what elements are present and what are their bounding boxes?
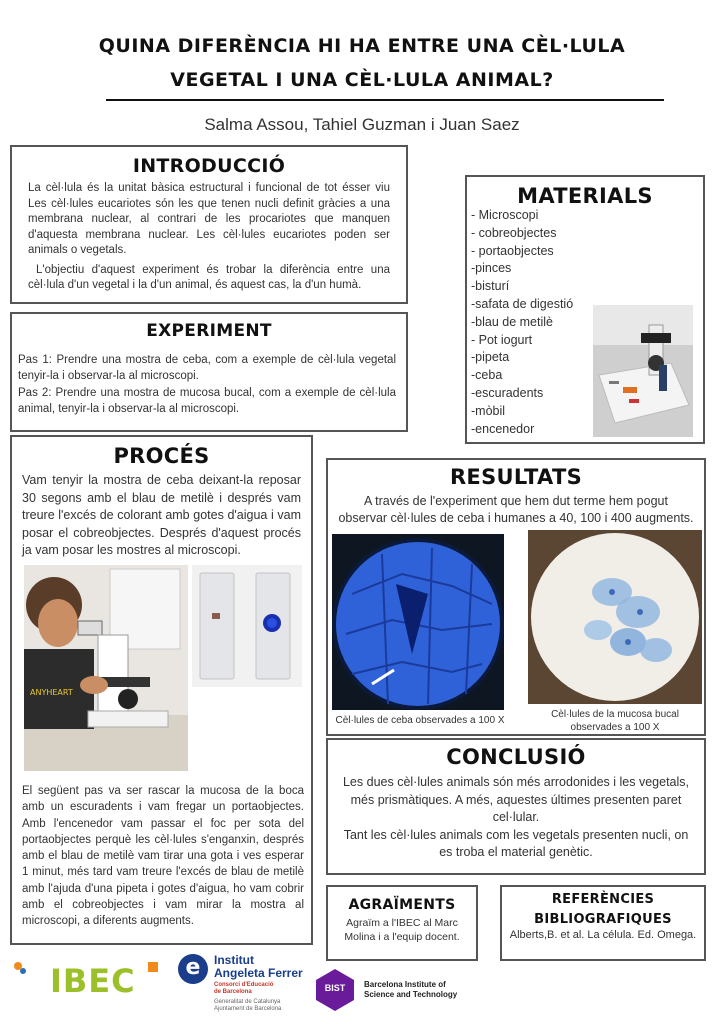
experiment-section bbox=[10, 312, 408, 432]
introduccio-heading: INTRODUCCIÓ bbox=[132, 155, 286, 177]
mucosa-caption-line-2: observades a 100 X bbox=[570, 722, 660, 733]
experiment-pas-1: Pas 1: Prendre una mostra de ceba, com a exemple de cèl·lula vegetal tenyir-la i observar-la al microscopi. bbox=[18, 354, 396, 382]
material-item: -safata de digestió bbox=[471, 296, 574, 311]
title-line-1: QUINA DIFERÈNCIA HI HA ENTRE UNA CÈL·LULA bbox=[98, 35, 626, 57]
material-item: -bisturí bbox=[471, 279, 510, 294]
title-line-2: VEGETAL I UNA CÈL·LULA ANIMAL? bbox=[170, 69, 554, 91]
bist-line-2: Science and Technology bbox=[364, 990, 458, 999]
referencies-heading-1: REFERÈNCIES bbox=[551, 892, 655, 907]
microscope-tray-illustration bbox=[593, 305, 693, 437]
resultats-heading: RESULTATS bbox=[449, 465, 583, 489]
onion-cells-image bbox=[332, 534, 504, 710]
proces-heading: PROCÉS bbox=[113, 444, 210, 468]
material-item: - Microscopi bbox=[471, 208, 539, 222]
agraiments-heading: AGRAÏMENTS bbox=[348, 897, 456, 913]
ibec-logo-text: IBEC bbox=[50, 962, 136, 1000]
agraiments-line-2: Molina i a l'equip docent. bbox=[344, 931, 460, 943]
ibec-logo bbox=[12, 956, 162, 1006]
introduccio-para-1: La cèl·lula és la unitat bàsica estructural i funcional de tot ésser viu Les cèl·lules eucariotes són les que tenen nucli definit gràcies a una membrana nuclear, al contrari de les procariotes que manquen d'aquesta membrana nuclear. Les cèl·lules eucariotes poden ser animals o vegetals. bbox=[28, 182, 390, 256]
institut-angeleta-ferrer-logo bbox=[178, 954, 308, 1018]
introduccio-para-2: L'objectiu d'aquest experiment és trobar la diferència entre una cèl·lula d'un vegetal i la d'un animal, és aquest cas, la d'un humà. bbox=[28, 263, 390, 291]
mucosa-cells-image bbox=[528, 530, 702, 704]
material-item: -escuradents bbox=[471, 385, 544, 400]
material-item: -ceba bbox=[471, 368, 503, 383]
material-item: - cobreobjectes bbox=[471, 225, 557, 240]
iaf-sub-1: Consorci d'Educació bbox=[214, 982, 274, 988]
iaf-line-1: Institut bbox=[214, 953, 254, 967]
material-item: -mòbil bbox=[471, 403, 506, 418]
title-divider bbox=[106, 99, 664, 101]
iaf-line-2: Angeleta Ferrer bbox=[214, 966, 303, 980]
iaf-sub-2: de Barcelona bbox=[214, 989, 252, 995]
student-microscope-photo bbox=[24, 565, 188, 771]
iaf-sub-4: Ajuntament de Barcelona bbox=[214, 1006, 282, 1012]
onion-cells-micrograph bbox=[332, 534, 504, 710]
material-item: - Pot iogurt bbox=[471, 332, 533, 347]
slides-photo bbox=[192, 565, 302, 687]
student-illustration bbox=[24, 565, 188, 771]
bist-logo bbox=[314, 968, 484, 1014]
referencies-heading-2: BIBLIOGRAFIQUES bbox=[534, 912, 672, 927]
conclusio-para-1: Les dues cèl·lules animals són més arrodonides i les vegetals, més prismàtiques. A més, aquestes últimes presenten paret cel·lular. bbox=[342, 775, 689, 824]
mucosa-cells-micrograph bbox=[528, 530, 702, 704]
material-item: -encenedor bbox=[471, 421, 535, 436]
onion-caption: Cèl·lules de ceba observades a 100 X bbox=[335, 715, 505, 726]
svg-text:ANYHEART: ANYHEART bbox=[30, 688, 73, 697]
proces-para-1: Vam tenyir la mostra de ceba deixant-la reposar 30 segons amb el blau de metilè i després vam treure l'excés de colorant amb gotes d'aigua i vam posar el cobreobjectes. Després d'aquest procés ja vam posar les mostres al microscopi. bbox=[22, 473, 301, 557]
agraiments-line-1: Agraïm a l'IBEC al Marc bbox=[346, 917, 458, 929]
material-item: -pinces bbox=[471, 261, 512, 276]
proces-para-2: El següent pas va ser rascar la mucosa de la boca amb un escuradents i vam fregar un portaobjectes. Amb l'encenedor vam passar el foc per sota del portaobjectes perquè les cèl·lules s'enganxin, després amb el blau de metilè vam tirar una gota i ves esperar 1 minut, més tard vam treure l'excés de blau de metilè amb l'ajuda d'una pipeta i gotes d'aigua, ho vam cobrir amb el cobreobjectes i vam mirar la mostra al microscopi, a diferents augments. bbox=[22, 785, 304, 928]
conclusio-para-2: Tant les cèl·lules animals com les vegetals presenten nucli, on es troba el material genètic. bbox=[343, 827, 689, 859]
agraiments-section bbox=[326, 885, 478, 961]
materials-photo bbox=[593, 305, 693, 437]
materials-section bbox=[465, 175, 705, 444]
bist-mark-text: BIST bbox=[324, 983, 346, 993]
resultats-section bbox=[326, 458, 706, 736]
experiment-pas-2: Pas 2: Prendre una mostra de mucosa bucal, com a exemple de cèl·lula animal, tenyir-la i observar-la al microscopi. bbox=[18, 387, 396, 415]
mucosa-caption-line-1: Cèl·lules de la mucosa bucal bbox=[551, 709, 679, 720]
proces-section bbox=[10, 435, 313, 945]
material-item: -pipeta bbox=[471, 350, 510, 365]
bist-line-1: Barcelona Institute of bbox=[364, 980, 446, 989]
slides-illustration bbox=[192, 565, 302, 687]
referencies-text: Alberts,B. et al. La célula. Ed. Omega. bbox=[509, 929, 697, 941]
conclusio-section bbox=[326, 738, 706, 875]
experiment-heading: EXPERIMENT bbox=[146, 321, 272, 341]
material-item: -blau de metilè bbox=[471, 314, 553, 329]
conclusio-heading: CONCLUSIÓ bbox=[446, 745, 586, 769]
resultats-text: A través de l'experiment que hem dut terme hem pogut observar cèl·lules de ceba i humanes a 40, 100 i 400 augments. bbox=[338, 494, 694, 525]
introduccio-section bbox=[10, 145, 408, 304]
referencies-section bbox=[500, 885, 706, 961]
iaf-e-icon: e bbox=[178, 954, 208, 984]
materials-heading: MATERIALS bbox=[517, 184, 653, 208]
materials-list bbox=[471, 207, 573, 438]
authors: Salma Assou, Tahiel Guzman i Juan Saez bbox=[204, 115, 520, 134]
iaf-sub-3: Generalitat de Catalunya bbox=[214, 999, 281, 1005]
material-item: - portaobjectes bbox=[471, 243, 554, 258]
